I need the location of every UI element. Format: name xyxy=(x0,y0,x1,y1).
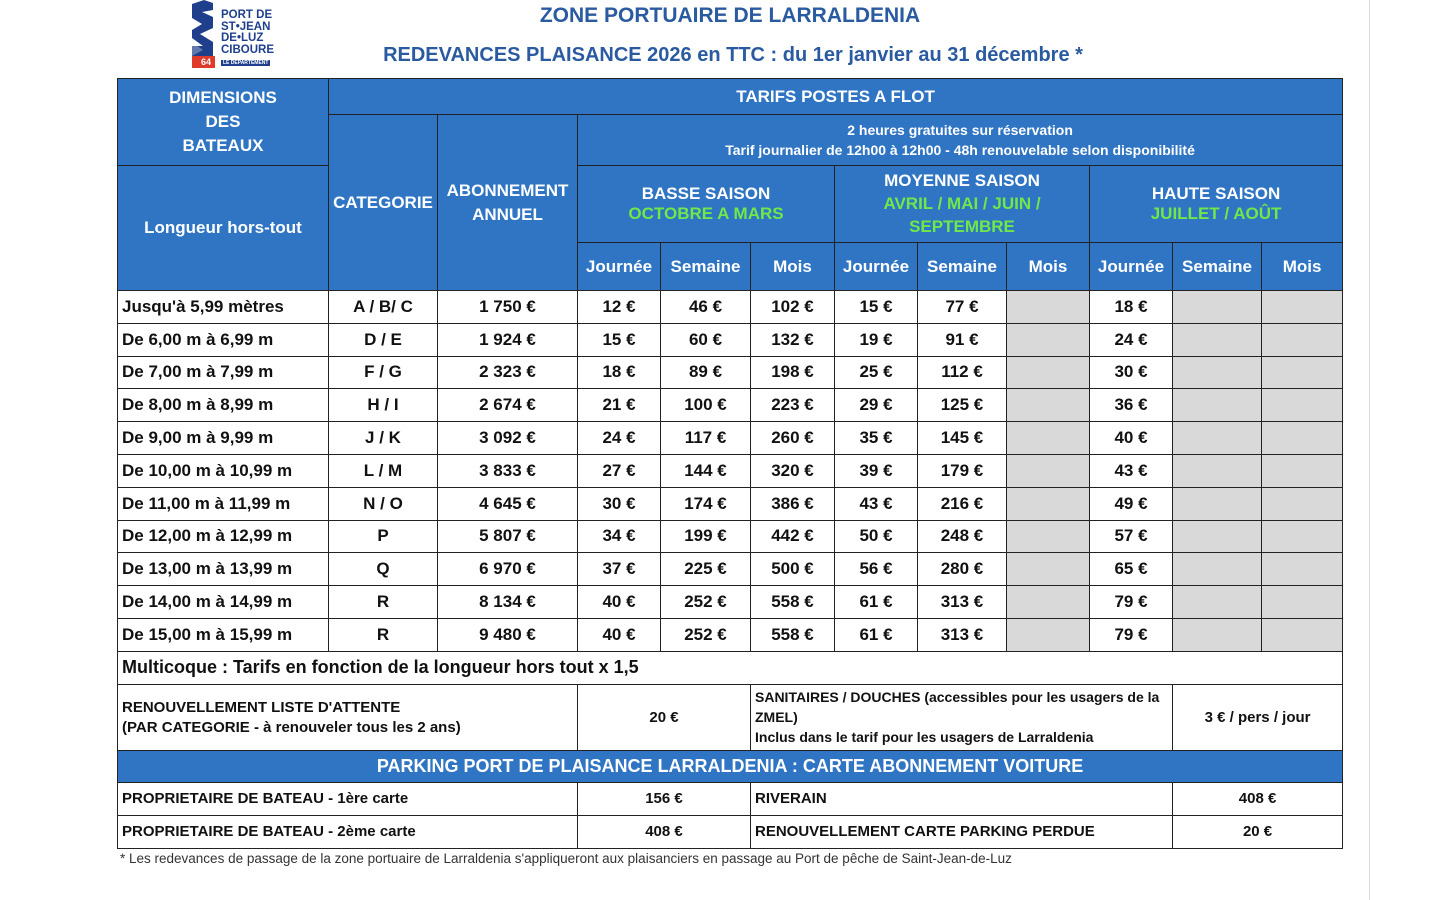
row-longueur: De 12,00 m à 12,99 m xyxy=(118,520,329,553)
haute-mois-empty xyxy=(1262,618,1343,651)
basse-journee: 18 € xyxy=(578,356,661,389)
parking-row xyxy=(118,782,1343,815)
row-longueur: Jusqu'à 5,99 mètres xyxy=(118,291,329,324)
row-abonnement: 2 323 € xyxy=(438,356,578,389)
haute-mois-empty xyxy=(1262,356,1343,389)
haute-semaine-empty xyxy=(1173,553,1262,586)
row-longueur: De 15,00 m à 15,99 m xyxy=(118,618,329,651)
basse-journee: 27 € xyxy=(578,454,661,487)
dimensions-header-line: BATEAUX xyxy=(182,136,264,155)
moyenne-journee: 43 € xyxy=(835,487,918,520)
row-abonnement: 3 833 € xyxy=(438,454,578,487)
row-categorie: N / O xyxy=(329,487,438,520)
season-period: OCTOBRE A MARS xyxy=(628,204,784,223)
haute-mois-empty xyxy=(1262,291,1343,324)
basse-journee: 40 € xyxy=(578,618,661,651)
haute-journee: 49 € xyxy=(1090,487,1173,520)
haute-semaine-empty xyxy=(1173,618,1262,651)
table-row xyxy=(118,389,1343,422)
season-period: JUILLET / AOÛT xyxy=(1150,204,1282,223)
col-journee: Journée xyxy=(835,243,918,291)
haute-semaine-empty xyxy=(1173,356,1262,389)
footnote: * Les redevances de passage de la zone portuaire de Larraldenia s'appliqueront aux plaisanciers en passage au Port de pêche de Saint-Jean-de-Luz xyxy=(120,851,1012,866)
moyenne-semaine: 179 € xyxy=(918,454,1007,487)
basse-journee: 15 € xyxy=(578,323,661,356)
row-abonnement: 9 480 € xyxy=(438,618,578,651)
parking-label: RENOUVELLEMENT CARTE PARKING PERDUE xyxy=(751,815,1173,848)
season-haute xyxy=(1090,166,1343,243)
moyenne-semaine: 313 € xyxy=(918,618,1007,651)
info-header xyxy=(578,115,1343,166)
basse-journee: 12 € xyxy=(578,291,661,324)
row-categorie: J / K xyxy=(329,422,438,455)
tariff-rows xyxy=(118,291,1343,652)
row-categorie: A / B/ C xyxy=(329,291,438,324)
haute-mois-empty xyxy=(1262,487,1343,520)
row-categorie: L / M xyxy=(329,454,438,487)
basse-mois: 198 € xyxy=(751,356,835,389)
info-line: 2 heures gratuites sur réservation xyxy=(847,122,1073,138)
logo-line: DE•LUZ xyxy=(221,32,264,44)
moyenne-semaine: 248 € xyxy=(918,520,1007,553)
moyenne-journee: 19 € xyxy=(835,323,918,356)
haute-semaine-empty xyxy=(1173,487,1262,520)
page-subtitle: REDEVANCES PLAISANCE 2026 en TTC : du 1er janvier au 31 décembre * xyxy=(383,44,1083,66)
moyenne-mois-empty xyxy=(1007,323,1090,356)
basse-semaine: 100 € xyxy=(661,389,751,422)
haute-semaine-empty xyxy=(1173,389,1262,422)
table-row xyxy=(118,422,1343,455)
table-row xyxy=(118,291,1343,324)
row-longueur: De 9,00 m à 9,99 m xyxy=(118,422,329,455)
haute-journee: 57 € xyxy=(1090,520,1173,553)
basse-semaine: 199 € xyxy=(661,520,751,553)
table-row xyxy=(118,553,1343,586)
categorie-header: CATEGORIE xyxy=(329,115,438,291)
basse-mois: 558 € xyxy=(751,618,835,651)
haute-semaine-empty xyxy=(1173,454,1262,487)
basse-semaine: 117 € xyxy=(661,422,751,455)
basse-journee: 37 € xyxy=(578,553,661,586)
basse-mois: 132 € xyxy=(751,323,835,356)
basse-mois: 260 € xyxy=(751,422,835,455)
haute-semaine-empty xyxy=(1173,586,1262,619)
basse-journee: 40 € xyxy=(578,586,661,619)
renouvellement-label xyxy=(118,684,578,750)
parking-price: 156 € xyxy=(578,782,751,815)
basse-journee: 34 € xyxy=(578,520,661,553)
row-abonnement: 4 645 € xyxy=(438,487,578,520)
moyenne-mois-empty xyxy=(1007,520,1090,553)
haute-mois-empty xyxy=(1262,323,1343,356)
row-longueur: De 6,00 m à 6,99 m xyxy=(118,323,329,356)
row-longueur: De 7,00 m à 7,99 m xyxy=(118,356,329,389)
row-longueur: De 10,00 m à 10,99 m xyxy=(118,454,329,487)
parking-label: RIVERAIN xyxy=(751,782,1173,815)
row-categorie: H / I xyxy=(329,389,438,422)
table-row xyxy=(118,520,1343,553)
renouvellement-line: RENOUVELLEMENT LISTE D'ATTENTE xyxy=(122,698,401,716)
moyenne-journee: 35 € xyxy=(835,422,918,455)
longueur-header: Longueur hors-tout xyxy=(118,166,329,291)
parking-price: 408 € xyxy=(578,815,751,848)
parking-price: 20 € xyxy=(1173,815,1343,848)
moyenne-mois-empty xyxy=(1007,553,1090,586)
moyenne-journee: 29 € xyxy=(835,389,918,422)
basse-journee: 24 € xyxy=(578,422,661,455)
moyenne-semaine: 77 € xyxy=(918,291,1007,324)
logo-line: CIBOURE xyxy=(221,43,275,56)
logo-number: 64 xyxy=(200,57,211,67)
season-period: SEPTEMBRE xyxy=(909,217,1015,236)
logo-line: ST•JEAN xyxy=(221,20,271,33)
page-edge-divider xyxy=(1369,0,1370,900)
haute-semaine-empty xyxy=(1173,323,1262,356)
haute-journee: 24 € xyxy=(1090,323,1173,356)
basse-semaine: 89 € xyxy=(661,356,751,389)
basse-mois: 320 € xyxy=(751,454,835,487)
row-longueur: De 8,00 m à 8,99 m xyxy=(118,389,329,422)
tariff-table xyxy=(117,78,1343,849)
basse-journee: 21 € xyxy=(578,389,661,422)
basse-semaine: 46 € xyxy=(661,291,751,324)
row-categorie: Q xyxy=(329,553,438,586)
col-mois: Mois xyxy=(1262,243,1343,291)
moyenne-mois-empty xyxy=(1007,356,1090,389)
row-abonnement: 1 750 € xyxy=(438,291,578,324)
col-mois: Mois xyxy=(751,243,835,291)
moyenne-semaine: 91 € xyxy=(918,323,1007,356)
haute-semaine-empty xyxy=(1173,520,1262,553)
parking-header: PARKING PORT DE PLAISANCE LARRALDENIA : CARTE ABONNEMENT VOITURE xyxy=(118,750,1343,782)
info-line: Tarif journalier de 12h00 à 12h00 - 48h renouvelable selon disponibilité xyxy=(725,142,1195,158)
col-semaine: Semaine xyxy=(661,243,751,291)
season-name: BASSE SAISON xyxy=(641,184,771,203)
table-row xyxy=(118,487,1343,520)
dimensions-header xyxy=(118,79,329,166)
moyenne-semaine: 112 € xyxy=(918,356,1007,389)
basse-semaine: 144 € xyxy=(661,454,751,487)
abonnement-header-line: ANNUEL xyxy=(472,204,543,224)
basse-semaine: 252 € xyxy=(661,618,751,651)
basse-mois: 386 € xyxy=(751,487,835,520)
page-title: ZONE PORTUAIRE DE LARRALDENIA xyxy=(539,4,921,27)
table-row xyxy=(118,618,1343,651)
row-abonnement: 2 674 € xyxy=(438,389,578,422)
row-abonnement: 8 134 € xyxy=(438,586,578,619)
basse-mois: 558 € xyxy=(751,586,835,619)
haute-journee: 43 € xyxy=(1090,454,1173,487)
season-moyenne xyxy=(835,166,1090,243)
haute-mois-empty xyxy=(1262,553,1343,586)
basse-mois: 442 € xyxy=(751,520,835,553)
moyenne-journee: 61 € xyxy=(835,618,918,651)
moyenne-semaine: 280 € xyxy=(918,553,1007,586)
haute-journee: 36 € xyxy=(1090,389,1173,422)
moyenne-journee: 39 € xyxy=(835,454,918,487)
row-abonnement: 1 924 € xyxy=(438,323,578,356)
sanitaires-line: Inclus dans le tarif pour les usagers de Larraldenia xyxy=(755,729,1094,746)
basse-semaine: 225 € xyxy=(661,553,751,586)
logo-line: PORT DE xyxy=(221,9,273,21)
row-abonnement: 6 970 € xyxy=(438,553,578,586)
dimensions-header-line: DES xyxy=(205,112,241,131)
moyenne-journee: 25 € xyxy=(835,356,918,389)
table-row xyxy=(118,454,1343,487)
col-semaine: Semaine xyxy=(1173,243,1262,291)
row-abonnement: 3 092 € xyxy=(438,422,578,455)
dimensions-header-line: DIMENSIONS xyxy=(169,88,277,107)
parking-label: PROPRIETAIRE DE BATEAU - 2ème carte xyxy=(118,815,578,848)
haute-journee: 79 € xyxy=(1090,586,1173,619)
col-semaine: Semaine xyxy=(918,243,1007,291)
moyenne-journee: 50 € xyxy=(835,520,918,553)
moyenne-journee: 61 € xyxy=(835,586,918,619)
haute-journee: 30 € xyxy=(1090,356,1173,389)
col-mois: Mois xyxy=(1007,243,1090,291)
renouvellement-price: 20 € xyxy=(578,684,751,750)
row-categorie: R xyxy=(329,618,438,651)
haute-semaine-empty xyxy=(1173,422,1262,455)
season-basse xyxy=(578,166,835,243)
row-abonnement: 5 807 € xyxy=(438,520,578,553)
moyenne-journee: 15 € xyxy=(835,291,918,324)
moyenne-journee: 56 € xyxy=(835,553,918,586)
sanitaires-line: SANITAIRES / DOUCHES (accessibles pour les usagers de la xyxy=(755,689,1160,706)
season-period: AVRIL / MAI / JUIN / xyxy=(883,194,1041,213)
sanitaires-label xyxy=(751,684,1173,750)
season-name: HAUTE SAISON xyxy=(1151,184,1281,203)
haute-mois-empty xyxy=(1262,586,1343,619)
multicoque-note: Multicoque : Tarifs en fonction de la longueur hors tout x 1,5 xyxy=(118,651,1343,684)
row-categorie: P xyxy=(329,520,438,553)
table-row xyxy=(118,356,1343,389)
abonnement-header-line: ABONNEMENT xyxy=(446,180,569,200)
basse-mois: 500 € xyxy=(751,553,835,586)
basse-mois: 102 € xyxy=(751,291,835,324)
logo-department: LE DÉPARTEMENT xyxy=(223,60,269,66)
basse-mois: 223 € xyxy=(751,389,835,422)
haute-journee: 40 € xyxy=(1090,422,1173,455)
row-categorie: D / E xyxy=(329,323,438,356)
season-name: MOYENNE SAISON xyxy=(884,171,1040,190)
basse-semaine: 174 € xyxy=(661,487,751,520)
table-row xyxy=(118,323,1343,356)
basse-semaine: 60 € xyxy=(661,323,751,356)
moyenne-mois-empty xyxy=(1007,291,1090,324)
basse-journee: 30 € xyxy=(578,487,661,520)
moyenne-semaine: 313 € xyxy=(918,586,1007,619)
parking-price: 408 € xyxy=(1173,782,1343,815)
row-categorie: R xyxy=(329,586,438,619)
basse-semaine: 252 € xyxy=(661,586,751,619)
moyenne-semaine: 125 € xyxy=(918,389,1007,422)
moyenne-mois-empty xyxy=(1007,618,1090,651)
moyenne-mois-empty xyxy=(1007,389,1090,422)
haute-mois-empty xyxy=(1262,454,1343,487)
haute-semaine-empty xyxy=(1173,291,1262,324)
row-longueur: De 13,00 m à 13,99 m xyxy=(118,553,329,586)
moyenne-mois-empty xyxy=(1007,487,1090,520)
sanitaires-line: ZMEL) xyxy=(755,709,798,726)
moyenne-mois-empty xyxy=(1007,422,1090,455)
renouvellement-line: (PAR CATEGORIE - à renouveler tous les 2 ans) xyxy=(122,718,461,736)
haute-mois-empty xyxy=(1262,389,1343,422)
moyenne-semaine: 145 € xyxy=(918,422,1007,455)
moyenne-mois-empty xyxy=(1007,586,1090,619)
parking-label: PROPRIETAIRE DE BATEAU - 1ère carte xyxy=(118,782,578,815)
abonnement-header xyxy=(438,115,578,291)
row-longueur: De 11,00 m à 11,99 m xyxy=(118,487,329,520)
row-categorie: F / G xyxy=(329,356,438,389)
moyenne-semaine: 216 € xyxy=(918,487,1007,520)
haute-mois-empty xyxy=(1262,520,1343,553)
haute-journee: 18 € xyxy=(1090,291,1173,324)
col-journee: Journée xyxy=(1090,243,1173,291)
col-journee: Journée xyxy=(578,243,661,291)
haute-journee: 79 € xyxy=(1090,618,1173,651)
row-longueur: De 14,00 m à 14,99 m xyxy=(118,586,329,619)
parking-row xyxy=(118,815,1343,848)
table-row xyxy=(118,586,1343,619)
haute-journee: 65 € xyxy=(1090,553,1173,586)
tarifs-header: TARIFS POSTES A FLOT xyxy=(329,79,1343,115)
sanitaires-price: 3 € / pers / jour xyxy=(1173,684,1343,750)
haute-mois-empty xyxy=(1262,422,1343,455)
moyenne-mois-empty xyxy=(1007,454,1090,487)
